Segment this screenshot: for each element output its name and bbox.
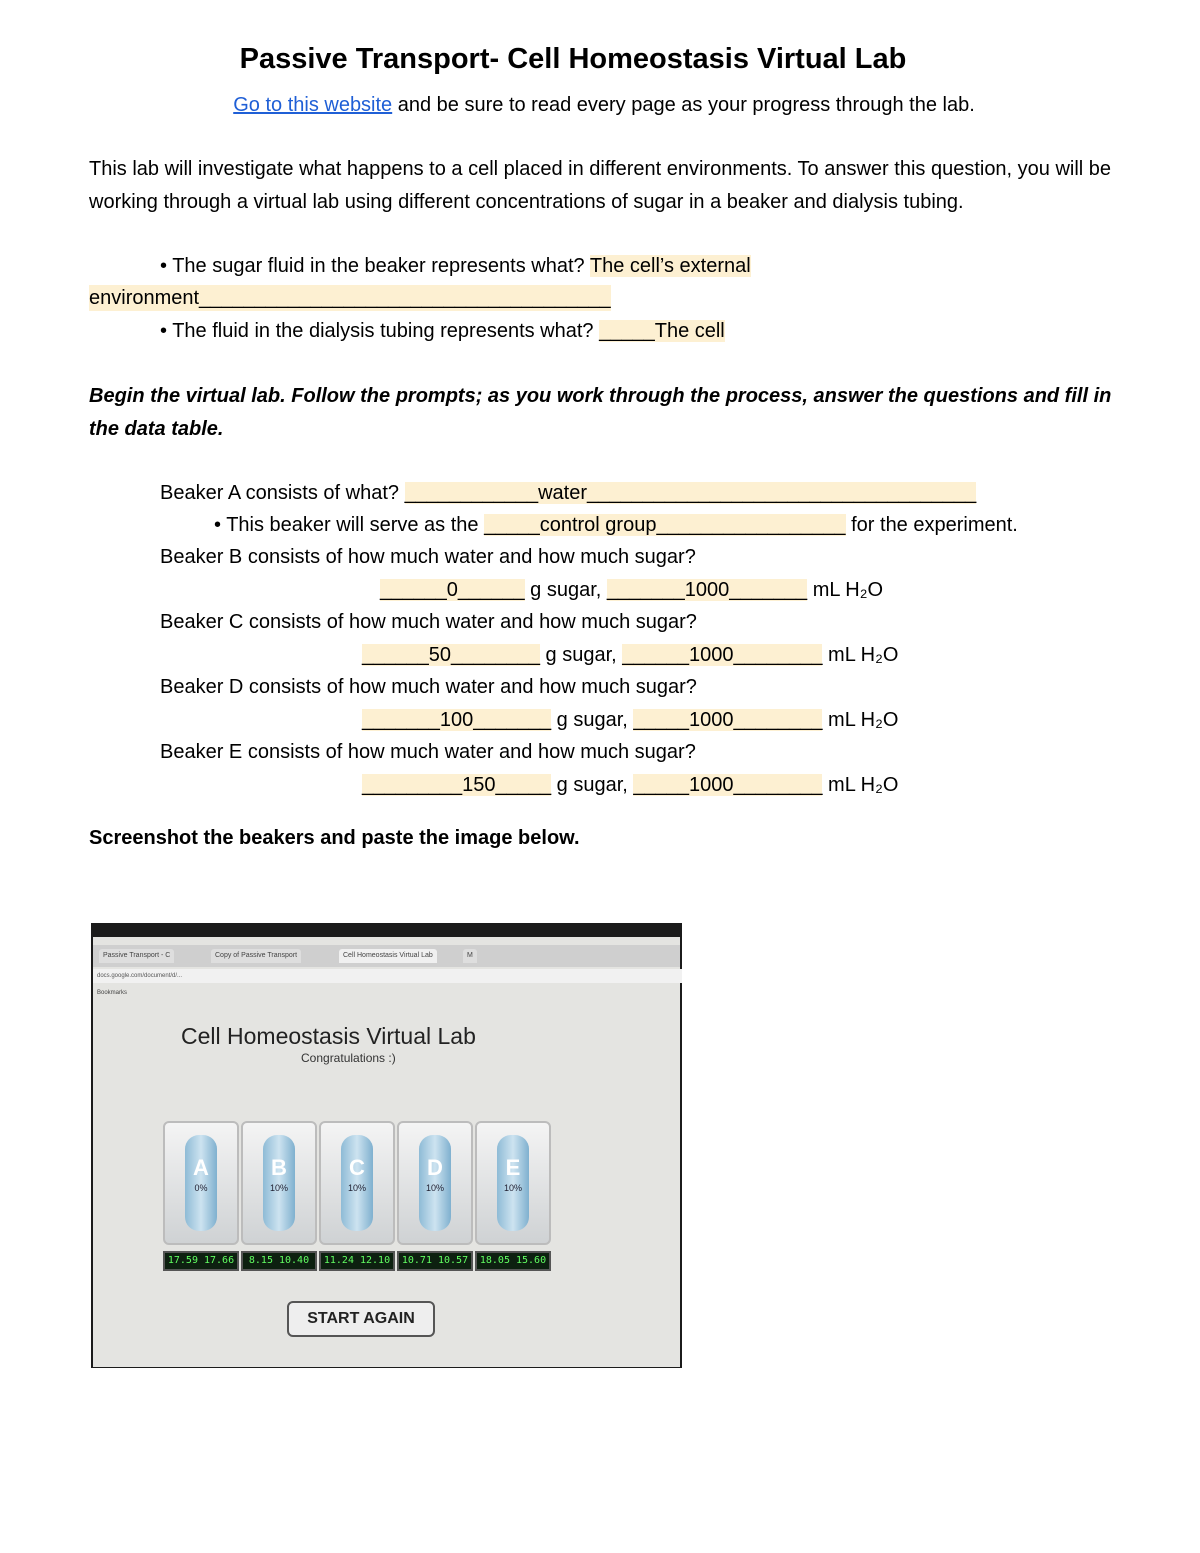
beaker-e-question: Beaker E consists of how much water and how much sugar? [160,741,696,763]
water-answer-field[interactable]: _______1000_______ [606,579,808,601]
browser-tab[interactable]: M [463,949,477,963]
mass-readout: 8.15 10.40 [241,1251,317,1271]
sugar-unit: g sugar, [556,709,628,731]
mass-readout: 18.05 15.60 [475,1251,551,1271]
answer-field[interactable]: ____________water___________________________________ [404,482,977,504]
dialysis-bag [419,1135,451,1231]
dialysis-bag [341,1135,373,1231]
beaker-b-question: Beaker B consists of how much water and how much sugar? [160,546,696,568]
sugar-answer-field[interactable]: ______50________ [362,644,540,666]
browser-tab[interactable]: Passive Transport - C [99,949,174,963]
dialysis-bag [263,1135,295,1231]
beaker-c [319,1121,395,1245]
bookmarks-bar[interactable]: Bookmarks [97,990,128,996]
sugar-answer-field[interactable]: _________150_____ [362,774,552,796]
bag-letter: A [193,1155,209,1180]
bag-letter: B [271,1155,287,1180]
beaker-e [475,1121,551,1245]
intro-paragraph: This lab will investigate what happens to a cell placed in different environments. To answer this question, you will be working through a virtual lab using different concentrations of sugar in a beaker and dialysis tubing. [89,158,1112,213]
dialysis-bag [497,1135,529,1231]
beaker-d [397,1121,473,1245]
bag-percent: 10% [503,1183,522,1193]
beaker-b [241,1121,317,1245]
sugar-answer-field[interactable]: ______0______ [380,579,525,601]
start-again-button[interactable]: START AGAIN [287,1301,435,1337]
water-unit: mL H₂O [828,774,899,796]
beaker-b-answers [380,577,883,603]
mass-readout: 11.24 12.10 [319,1251,395,1271]
beaker-a-question [160,480,976,506]
beaker-d-question: Beaker D consists of how much water and how much sugar? [160,676,697,698]
answer-field[interactable]: The cell’s external [589,255,751,277]
intro-text: and be sure to read every page as your progress through the lab. [397,94,975,116]
mass-readout: 10.71 10.57 [397,1251,473,1271]
lab-instructions: Begin the virtual lab. Follow the prompts; as you work through the process, answer the questions and fill in the data table. [89,385,1112,440]
question-suffix: for the experiment. [851,514,1018,536]
question-prompt: • This beaker will serve as the [214,514,479,536]
question-prompt: • The fluid in the dialysis tubing represents what? [160,320,594,342]
beaker-d-answers [362,707,898,733]
screenshot-instruction: Screenshot the beakers and paste the image below. [89,827,580,849]
beaker-row [155,1121,551,1266]
beaker-a-role [214,512,1018,538]
browser-tab-active[interactable]: Cell Homeostasis Virtual Lab [339,949,437,963]
bag-letter: C [349,1155,365,1180]
bag-letter: E [505,1155,521,1180]
answer-field-continued[interactable]: environment_____________________________________ [89,287,611,309]
water-unit: mL H₂O [828,709,899,731]
bag-percent: 10% [347,1183,366,1193]
mass-readout: 17.59 17.66 [163,1251,239,1271]
water-answer-field[interactable]: _____1000________ [633,709,823,731]
sugar-unit: g sugar, [530,579,602,601]
bag-percent: 0% [194,1183,208,1193]
sugar-unit: g sugar, [545,644,617,666]
question-beaker-fluid [160,253,751,279]
question-tubing-fluid [160,318,725,344]
page-title: Passive Transport- Cell Homeostasis Virtual Lab [239,43,907,75]
dialysis-bag [185,1135,217,1231]
beaker-e-answers [362,772,898,798]
sugar-unit: g sugar, [556,774,628,796]
bag-percent: 10% [269,1183,288,1193]
question-prompt: • The sugar fluid in the beaker represents what? [160,255,585,277]
lab-title: Cell Homeostasis Virtual Lab [181,1023,476,1049]
browser-tab-bar [93,945,680,967]
bag-percent: 10% [425,1183,444,1193]
answer-field[interactable]: _____control group_________________ [484,514,846,536]
pasted-screenshot-photo [91,923,682,1368]
website-link[interactable]: Go to this website [233,94,393,116]
water-unit: mL H₂O [812,579,884,601]
laptop-screen [93,937,680,1367]
water-answer-field[interactable]: ______1000________ [622,644,823,666]
browser-tab[interactable]: Copy of Passive Transport [211,949,301,963]
water-unit: mL H₂O [828,644,899,666]
question-prompt: Beaker A consists of what? [160,482,400,504]
beaker-c-answers [362,642,898,668]
address-bar[interactable]: docs.google.com/document/d/... [93,969,682,983]
bag-letter: D [427,1155,443,1180]
lab-subtitle: Congratulations :) [301,1051,396,1065]
answer-field[interactable]: _____The cell [599,320,725,342]
intro-line [0,92,1200,118]
beaker-c-question: Beaker C consists of how much water and how much sugar? [160,611,697,633]
beaker-a [163,1121,239,1245]
water-answer-field[interactable]: _____1000________ [633,774,823,796]
sugar-answer-field[interactable]: _______100_______ [362,709,552,731]
